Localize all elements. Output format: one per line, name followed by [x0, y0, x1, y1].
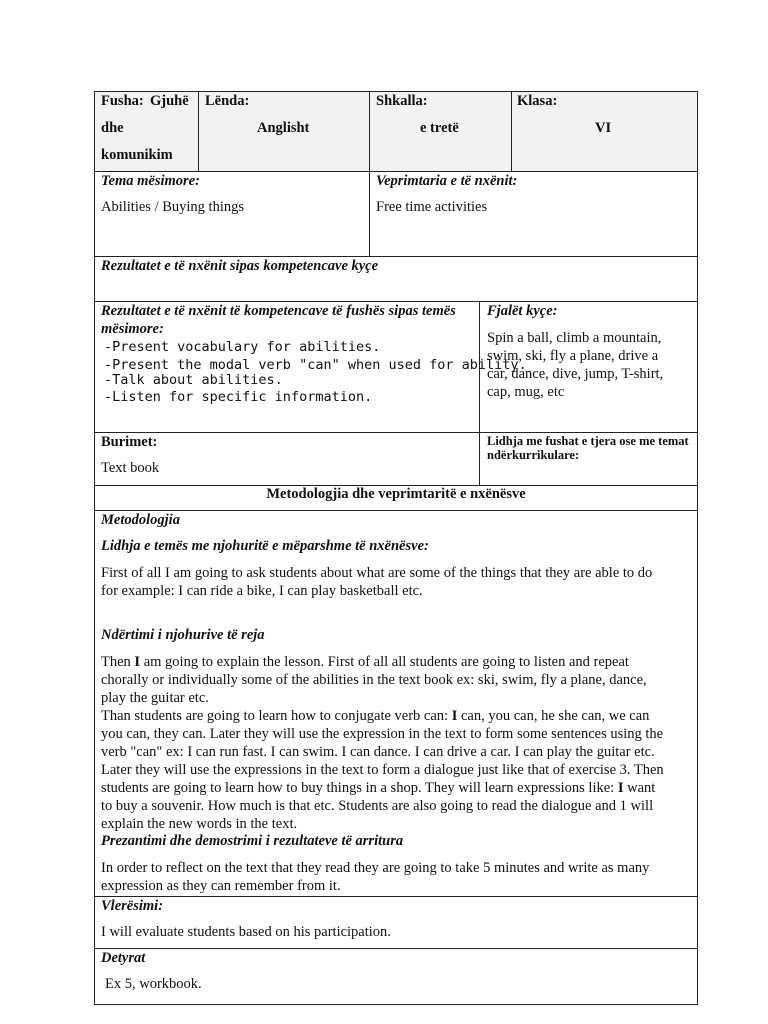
lidhja-text-line: First of all I am going to ask students about what are some of the things that they are able to do	[101, 565, 653, 581]
veprimtaria-label: Veprimtaria e të nxënit:	[376, 173, 518, 189]
fusha-value-3: komunikim	[101, 147, 173, 163]
ndertimi-text-line: Later they will use the expressions in the text to form a dialogue just like that of exercise 3. Then	[101, 762, 664, 778]
veprimtaria-value: Free time activities	[376, 199, 488, 215]
shkalla-label: Shkalla:	[376, 93, 428, 109]
burimet-value: Text book	[101, 460, 160, 476]
lenda-label: Lënda:	[205, 93, 250, 109]
fusha-label: Fusha:	[101, 93, 144, 109]
ndertimi-text-line: play the guitar etc.	[101, 690, 209, 706]
rezultatet-kyce-label: Rezultatet e të nxënit sipas kompetencave kyçe	[101, 258, 379, 274]
detyrat-value: Ex 5, workbook.	[105, 976, 202, 992]
ndertimi-text-line: to buy a souvenir. How much is that etc. Students are also going to read the dialogue and 1 will	[101, 798, 654, 814]
topic-row	[94, 171, 698, 256]
lidhja-label-line2: ndërkurrikulare:	[487, 448, 580, 462]
burimet-label: Burimet:	[101, 434, 158, 450]
outcomes-label-line1: Rezultatet e të nxënit të kompetencave të fushës sipas temës	[101, 303, 456, 319]
prezantimi-text-line: expression as they can remember from it.	[101, 878, 341, 894]
keywords-line: car, dance, dive, jump, T-shirt,	[487, 366, 664, 382]
detyrat-label: Detyrat	[101, 950, 146, 966]
ndertimi-text-line: Than students are going to learn how to conjugate verb can: I can, you can, he she can, we can	[101, 708, 650, 724]
lidhja-label-line1: Lidhja me fushat e tjera ose me temat	[487, 434, 689, 448]
outcome-item: -Listen for specific information.	[104, 389, 373, 405]
ndertimi-text-line: students are going to learn how to buy things in a shop. They will learn expressions like: I want	[101, 780, 656, 796]
fjalet-kyce-label: Fjalët kyçe:	[487, 303, 558, 319]
outcomes-row	[94, 301, 698, 432]
outcome-item: -Present vocabulary for abilities.	[104, 339, 381, 355]
fusha-value-2: dhe	[101, 120, 124, 136]
lidhja-text-line: for example: I can ride a bike, I can play basketball etc.	[101, 583, 423, 599]
ndertimi-text-line: explain the new words in the text.	[101, 816, 298, 832]
tema-value: Abilities / Buying things	[101, 199, 244, 215]
ndertimi-label: Ndërtimi i njohurive të reja	[101, 627, 265, 643]
ndertimi-text-line: you can, they can. Later they will use the expression in the text to form some sentences using the	[101, 726, 664, 742]
lidhja-temes-label: Lidhja e temës me njohuritë e mëparshme të nxënësve:	[101, 538, 429, 554]
fusha-value-1: Gjuhë	[150, 93, 189, 109]
klasa-value: VI	[595, 120, 612, 136]
detyrat-row	[94, 948, 698, 1005]
vleresimi-value: I will evaluate students based on his participation.	[101, 924, 391, 940]
vleresimi-row	[94, 896, 698, 948]
lenda-value: Anglisht	[257, 120, 310, 136]
prezantimi-label: Prezantimi dhe demostrimi i rezultateve të arritura	[101, 833, 404, 849]
metodologjia-label: Metodologjia	[101, 512, 180, 528]
prezantimi-text-line: In order to reflect on the text that they read they are going to take 5 minutes and write as many	[101, 860, 650, 876]
keywords-line: Spin a ball, climb a mountain,	[487, 330, 662, 346]
outcome-item: -Present the modal verb "can" when used for ability.	[104, 357, 527, 373]
ndertimi-text-line: verb "can" ex: I can run fast. I can swim. I can dance. I can drive a car. I can play the guitar etc.	[101, 744, 655, 760]
rezultatet-kyce-row	[94, 256, 698, 301]
burimet-row	[94, 432, 698, 485]
shkalla-value: e tretë	[420, 120, 459, 136]
methodology-title-row	[94, 485, 698, 510]
tema-label: Tema mësimore:	[101, 173, 200, 189]
klasa-label: Klasa:	[517, 93, 558, 109]
vleresimi-label: Vlerësimi:	[101, 898, 164, 914]
ndertimi-text-line: Then I am going to explain the lesson. First of all all students are going to listen and repeat	[101, 654, 629, 670]
methodology-title: Metodologjia dhe veprimtaritë e nxënësve	[266, 486, 526, 502]
methodology-row	[94, 510, 698, 896]
outcomes-label-line2: mësimore:	[101, 321, 164, 337]
ndertimi-text-line: chorally or individually some of the abilities in the text book ex: ski, swim, fly a plane, dance,	[101, 672, 647, 688]
outcome-item: -Talk about abilities.	[104, 372, 283, 388]
keywords-line: swim, ski, fly a plane, drive a	[487, 348, 659, 364]
header-row	[94, 91, 698, 171]
keywords-line: cap, mug, etc	[487, 384, 565, 400]
